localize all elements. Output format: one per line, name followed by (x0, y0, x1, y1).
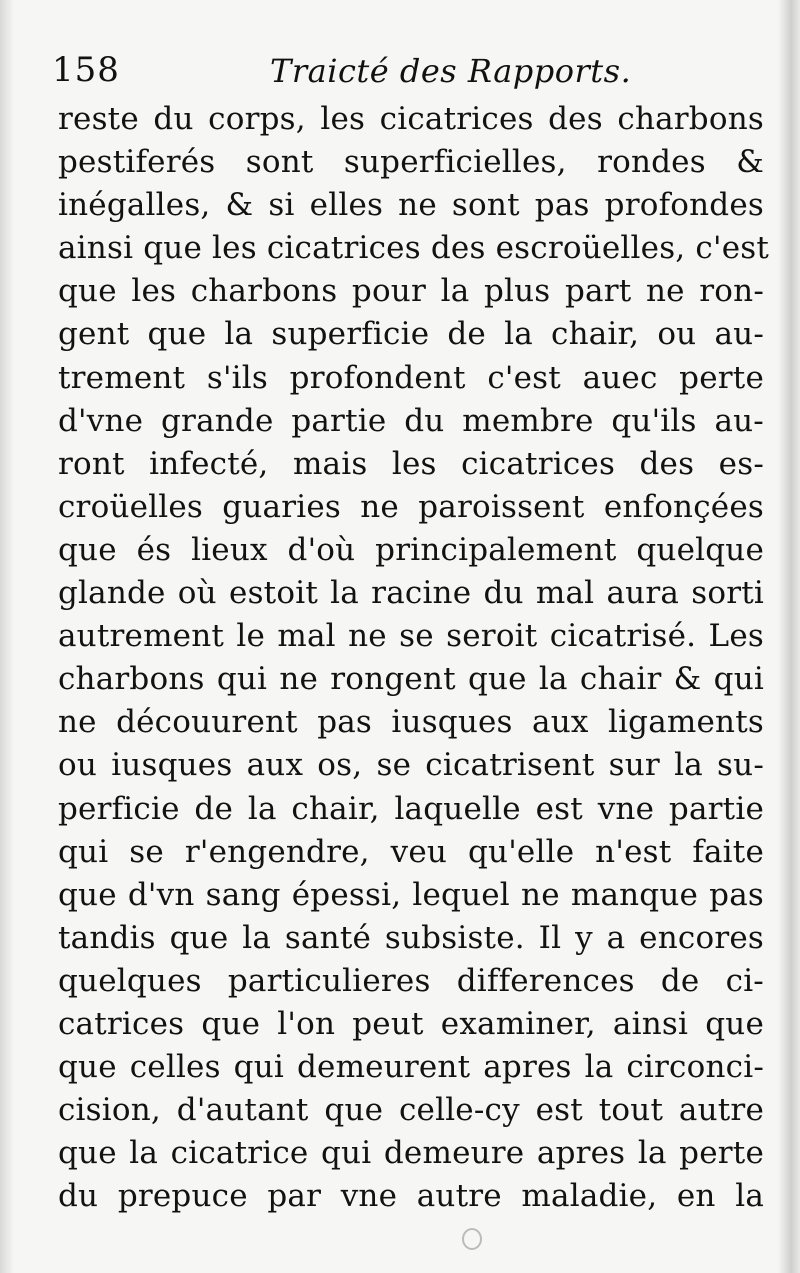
ink-stain-mark (462, 1228, 482, 1250)
text-line: que celles qui demeurent apres la circonci- (58, 1049, 764, 1086)
text-line: que d'vn sang épessi, lequel ne manque pas (58, 876, 764, 913)
text-line: que les charbons pour la plus part ne ron- (58, 273, 764, 310)
page-number: 158 (52, 50, 120, 90)
text-line: que la cicatrice qui demeure apres la perte (58, 1135, 764, 1172)
body-text (58, 98, 770, 1218)
text-line: qui se r'engendre, veu qu'elle n'est faite (58, 833, 764, 870)
text-line: perficie de la chair, laquelle est vne partie (58, 790, 764, 827)
text-line: tandis que la santé subsiste. Il y a encores (58, 919, 764, 956)
text-line: charbons qui ne rongent que la chair & qui (58, 661, 764, 698)
text-line: gent que la superficie de la chair, ou au- (58, 316, 764, 353)
text-line: catrices que l'on peut examiner, ainsi que (58, 1005, 764, 1042)
text-line: trement s'ils profondent c'est auec perte (58, 359, 764, 396)
running-head: Traicté des Rapports. (270, 52, 632, 90)
text-line: quelques particulieres differences de ci- (58, 962, 764, 999)
text-line: cision, d'autant que celle-cy est tout autre (58, 1092, 764, 1129)
text-line: ainsi que les cicatrices des escroüelles, c'est (58, 230, 770, 267)
text-line: reste du corps, les cicatrices des charbons (58, 101, 764, 137)
text-line: d'vne grande partie du membre qu'ils au- (58, 402, 764, 439)
page-edge-right (778, 0, 800, 1273)
text-line: que és lieux d'où principalement quelque (58, 531, 764, 568)
text-line: glande où estoit la racine du mal aura sorti (58, 575, 764, 612)
text-line: croüelles guaries ne paroissent enfonçées (58, 488, 764, 525)
text-line: inégalles, & si elles ne sont pas profondes (58, 187, 764, 224)
text-line: ront infecté, mais les cicatrices des es- (58, 445, 764, 482)
text-line: du prepuce par vne autre maladie, en la (58, 1178, 764, 1215)
page-edge-left (0, 0, 14, 1273)
text-line: autrement le mal ne se seroit cicatrisé. Les (58, 618, 764, 655)
page-header (52, 44, 752, 96)
text-line: ou iusques aux os, se cicatrisent sur la su- (58, 747, 764, 784)
text-line: pestiferés sont superficielles, rondes & (58, 144, 764, 181)
text-line: ne découurent pas iusques aux ligaments (58, 704, 764, 741)
